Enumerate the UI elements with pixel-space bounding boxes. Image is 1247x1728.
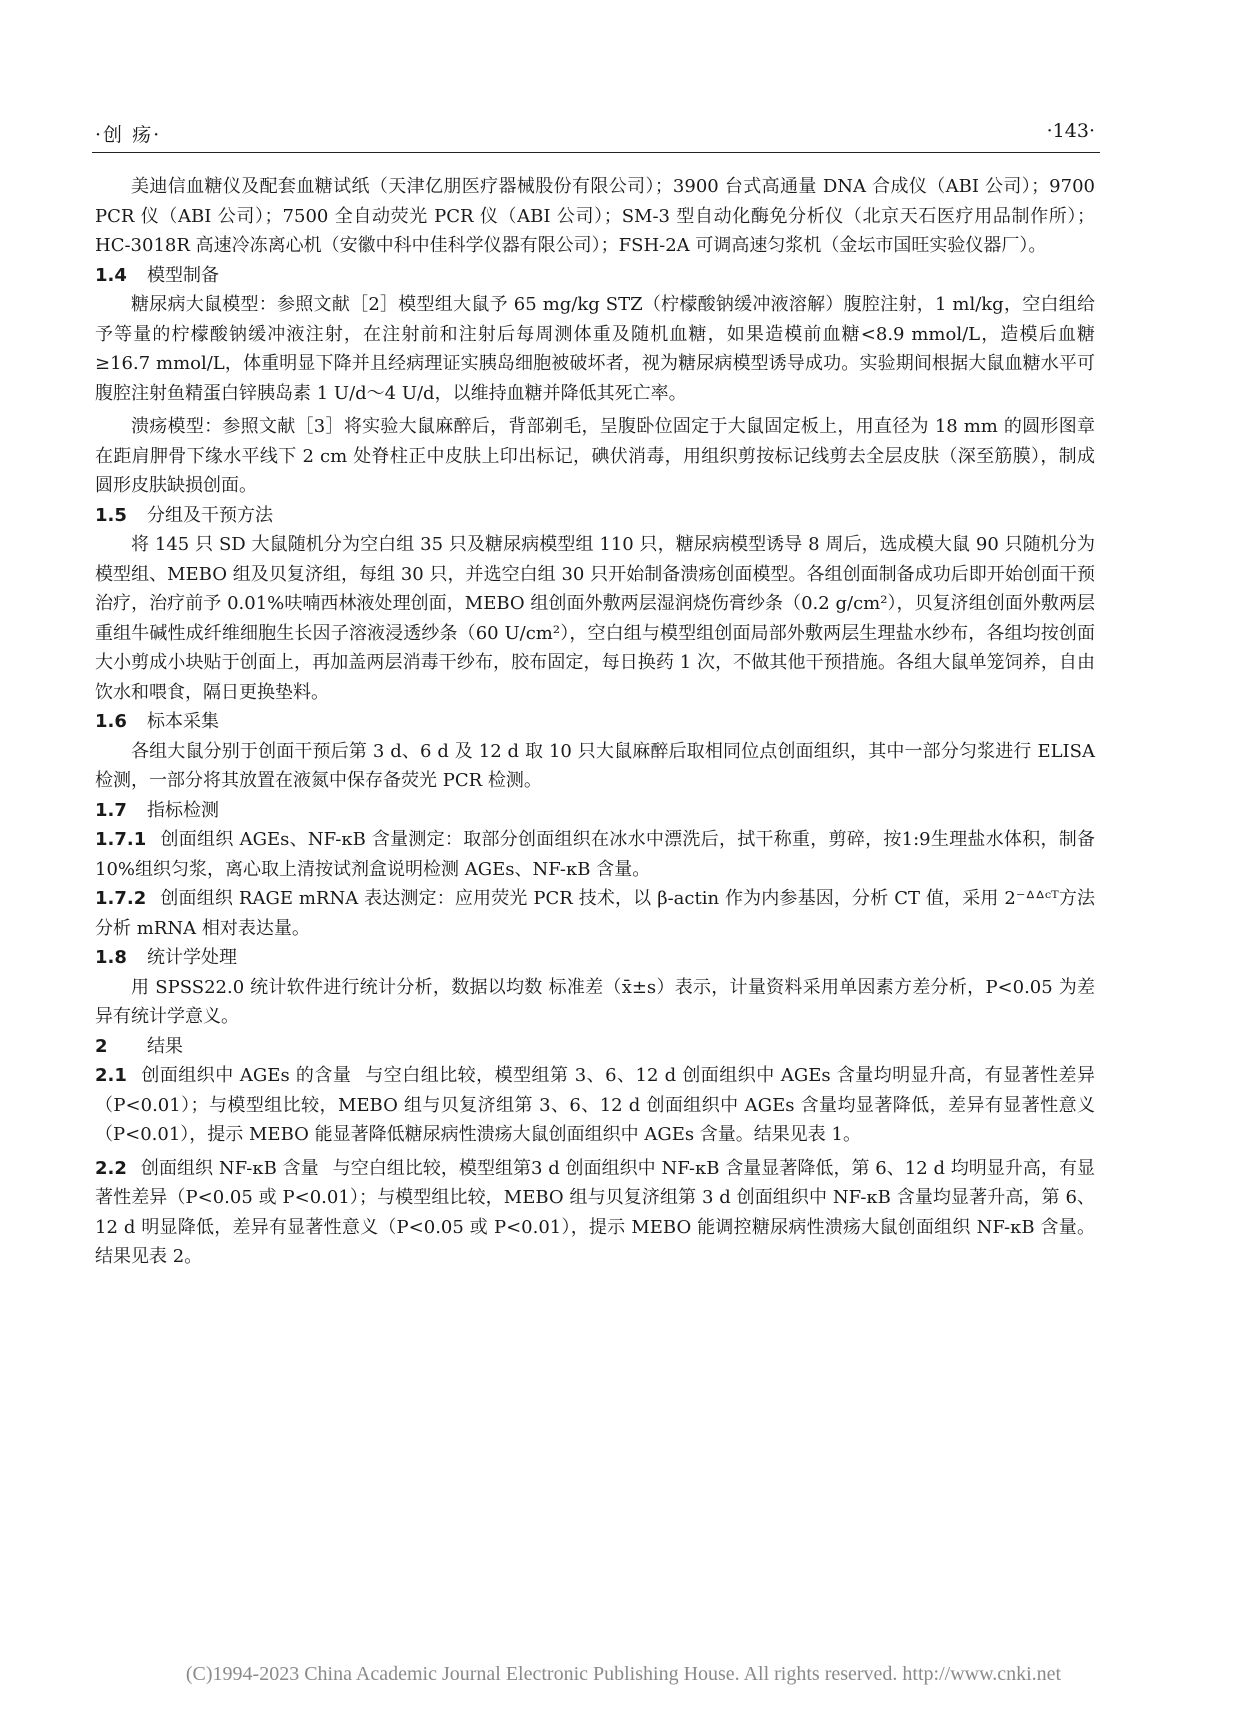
section-heading (95, 943, 1095, 973)
journal-name: ·创 疡· (95, 124, 162, 146)
section-title: 结果 (147, 1035, 183, 1057)
section-number: 1.7 (95, 799, 127, 821)
section-title: 标本采集 (147, 711, 219, 732)
subsection-number: 1.7.1 (95, 829, 147, 850)
section-number: 2 (95, 1035, 108, 1057)
result-text: 与空白组比较，模型组第 3、6、12 d 创面组织中 AGEs 含量均明显升高，有显著性差异（P<0.01）；与模型组比较，MEBO 组与贝复济组第 3、6、12 d 创面组织中 AGEs 含量均显著降低，差异有显著性意义（P<0.01），提示 MEBO 能显著降低糖尿病性溃疡大鼠创面组织中 AGEs 含量。结果见表 1。 (95, 1065, 1095, 1145)
subsection-text: 创面组织 RAGE mRNA 表达测定：应用荧光 PCR 技术，以 β-actin 作为内参基因，分析 CT 值，采用 2⁻ᐞᐞᶜᵀ方法分析 mRNA 相对表达量。 (95, 888, 1095, 939)
section-title: 模型制备 (147, 264, 219, 286)
section-heading (95, 707, 1095, 737)
section-heading (95, 501, 1095, 531)
article-body (95, 172, 1095, 1272)
section-number: 1.6 (95, 711, 127, 732)
section-title: 统计学处理 (147, 947, 237, 968)
subsection-number: 1.7.2 (95, 888, 147, 909)
paragraph: 各组大鼠分别于创面干预后第 3 d、6 d 及 12 d 取 10 只大鼠麻醉后取相同位点创面组织，其中一部分匀浆进行 ELISA 检测，一部分将其放置在液氮中保存备荧光 PCR 检测。 (95, 740, 1095, 791)
section-heading (95, 261, 1095, 291)
result-text: 与空白组比较，模型组第3 d 创面组织中 NF-κB 含量显著降低，第 6、12 d 均明显升高，有显著性差异（P<0.05 或 P<0.01）；与模型组比较，MEBO 组与贝复济组第 3 d 创面组织中 NF-κB 含量均显著升高，第 6、12 d 明显降低，差异有显著性意义（P<0.05 或 P<0.01），提示 MEBO 能调控糖尿病性溃疡大鼠创面组织 NF-κB 含量。结果见表 2。 (95, 1157, 1095, 1267)
running-header (95, 120, 1095, 150)
subsection-paragraph (95, 825, 1095, 884)
section-title: 指标检测 (147, 799, 219, 821)
result-title: 创面组织中 AGEs 的含量 (140, 1065, 352, 1086)
paragraph: 溃疡模型：参照文献［3］将实验大鼠麻醉后，背部剃毛，呈腹卧位固定于大鼠固定板上，用直径为 18 mm 的圆形图章在距肩胛骨下缘水平线下 2 cm 处脊柱正中皮肤上印出标记，碘伏消毒，用组织剪按标记线剪去全层皮肤（深至筋膜），制成圆形皮肤缺损创面。 (95, 416, 1095, 496)
paragraph: 美迪信血糖仪及配套血糖试纸（天津亿朋医疗器械股份有限公司）；3900 台式高通量 DNA 合成仪（ABI 公司）；9700 PCR 仪（ABI 公司）；7500 全自动荧光 PCR 仪（ABI 公司）；SM-3 型自动化酶免分析仪（北京天石医疗用品制作所）；HC-3018R 高速冷冻离心机（安徽中科中佳科学仪器有限公司）；FSH-2A 可调高速匀浆机（金坛市国旺实验仪器厂）。 (95, 176, 1095, 256)
section-number: 1.5 (95, 504, 127, 526)
section-heading (95, 796, 1095, 826)
result-number: 2.1 (95, 1065, 127, 1086)
subsection-text: 创面组织 AGEs、NF-κB 含量测定：取部分创面组织在冰水中漂洗后，拭干称重，剪碎，按1:9生理盐水体积，制备 10%组织匀浆，离心取上清按试剂盒说明检测 AGEs、NF-κB 含量。 (95, 829, 1095, 880)
header-rule (92, 152, 1100, 153)
section-heading (95, 1032, 1095, 1062)
result-title: 创面组织 NF-κB 含量 (140, 1157, 319, 1179)
paragraph: 用 SPSS22.0 统计软件进行统计分析，数据以均数 标准差（x̄±s）表示，计量资料采用单因素方差分析，P<0.05 为差异有统计学意义。 (95, 976, 1095, 1027)
copyright-footer: (C)1994-2023 China Academic Journal Electronic Publishing House. All rights reserved. http://www.cnki.net (185, 1663, 1062, 1685)
paragraph: 糖尿病大鼠模型：参照文献［2］模型组大鼠予 65 mg/kg STZ（柠檬酸钠缓冲液溶解）腹腔注射，1 ml/kg，空白组给予等量的柠檬酸钠缓冲液注射，在注射前和注射后每周测体重及随机血糖，如果造模前血糖<8.9 mmol/L，造模后血糖≥16.7 mmol/L，体重明显下降并且经病理证实胰岛细胞被破坏者，视为糖尿病模型诱导成功。实验期间根据大鼠血糖水平可腹腔注射鱼精蛋白锌胰岛素 1 U/d～4 U/d，以维持血糖并降低其死亡率。 (95, 294, 1095, 404)
result-paragraph (95, 1061, 1095, 1150)
section-number: 1.8 (95, 947, 127, 968)
section-title: 分组及干预方法 (147, 504, 273, 526)
result-paragraph (95, 1154, 1095, 1272)
page-number: ·143· (1046, 120, 1095, 142)
section-number: 1.4 (95, 264, 127, 286)
result-number: 2.2 (95, 1157, 127, 1179)
subsection-paragraph (95, 884, 1095, 943)
paragraph: 将 145 只 SD 大鼠随机分为空白组 35 只及糖尿病模型组 110 只，糖尿病模型诱导 8 周后，选成模大鼠 90 只随机分为模型组、MEBO 组及贝复济组，每组 30 只，并选空白组 30 只开始制备溃疡创面模型。各组创面制备成功后即开始创面干预治疗，治疗前予 0.01%呋喃西林液处理创面，MEBO 组创面外敷两层湿润烧伤膏纱条（0.2 g/cm²），贝复济组创面外敷两层重组牛碱性成纤维细胞生长因子溶液浸透纱条（60 U/cm²），空白组与模型组创面局部外敷两层生理盐水纱布，各组均按创面大小剪成小块贴于创面上，再加盖两层消毒干纱布，胶布固定，每日换药 1 次，不做其他干预措施。各组大鼠单笼饲养，自由饮水和喂食，隔日更换垫料。 (95, 534, 1095, 703)
